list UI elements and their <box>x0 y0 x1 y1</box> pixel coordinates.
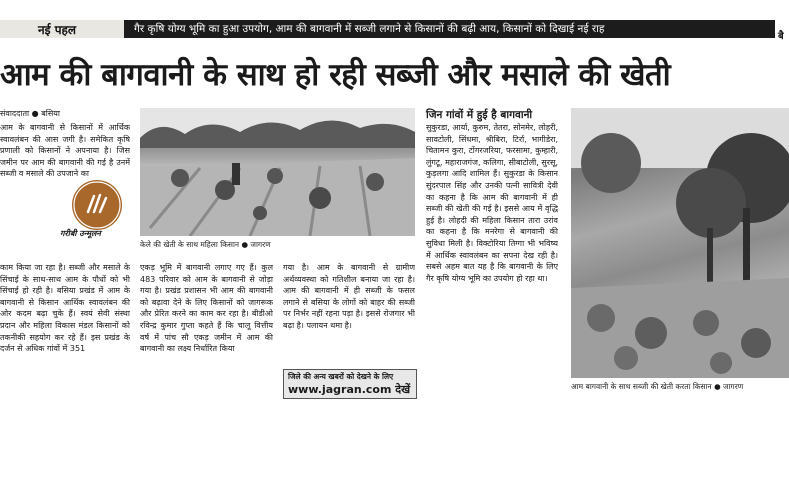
promo-line-2: www.jagran.com देखें <box>288 383 411 396</box>
photo-banana-farming <box>140 108 415 236</box>
promo-line-1: जिले की अन्य खबरों को देखने के लिए <box>288 372 394 381</box>
hand-icon <box>72 180 122 230</box>
headline: आम की बागवानी के साथ हो रही सब्जी और मसाले की खेती <box>0 57 671 93</box>
column-2: एकड़ भूमि में बागवानी लगाए गए हैं। कुल 483 परिवार को आम के बागवानी से जोड़ा गया है। प्रखंड प्रशासन भी आम की बागवानी को बढ़ावा देने के लिए किसानों को जागरूक और प्रेरित करने का काम कर रहा है। बीडीओ रविन्द्र कुमार गुप्ता कहते हैं कि चालू वित्तीय वर्ष में पांच सौ एकड़ जमीन में आम की बागवानी का लक्ष्य निर्धारित किया <box>140 263 273 354</box>
logo-caption: गरीबी उन्मूलन <box>60 229 101 238</box>
photo2-caption: आम बागवानी के साथ सब्जी की खेती करता किसान ● जागरण <box>571 382 744 391</box>
column-1-bottom: काम किया जा रहा है। सब्जी और मसाले के सिंचाई के साथ-साथ आम के पौधों को भी सिंचाई हो रही है। बसिया प्रखंड में आम के बागवानी से किसान आर्थिक स्वावलंबन की ओर कदम बढ़ा चुके हैं। स्वयं सेवी संस्था प्रदान और महिला विकास मंडल किसानों को तकनीकी सहयोग कर रहे हैं। इस प्रखंड के दर्जन से अधिक गांवों में 351 <box>0 263 130 354</box>
subhead-villages: जिन गांवों में हुई है बागवानी <box>426 109 533 121</box>
kicker-label <box>0 20 140 38</box>
photo1-caption: केले की खेती के साथ महिला किसान ● जागरण <box>140 240 271 249</box>
byline: संवाददाता ● बसिया <box>0 109 60 118</box>
orchard-photo-icon <box>571 108 789 378</box>
deck-strip: गैर कृषि योग्य भूमि का हुआ उपयोग, आम की बागवानी में सब्जी लगाने से किसानों की बढ़ी आय, किसानों को दिखाई नई राह <box>124 20 775 38</box>
column-4: सुकुरडा, आर्या, कुरुम, तेतरा, सोनमेर, लोहरी, सावटोली, सिंधमा, श्रीबिरा, टिर्रा, भागीडेरा, चितामन कुरा, टोंगरजरिया, फरसामा, कुम्हारी, लुंगटू, महाराजगंज, कलिगा, सीबाटोली, सुरसू, कुड़लगा आदि शामिल हैं। सुकुरडा के किसान सुंदरपाल सिंह और उनकी पत्नी सावित्री देवी का कहना है कि आम की बागवानी में ही सब्जी की खेती की गई है। इससे आय में वृद्धि हुई है। लोहदी की महिला किसान तारा उरांव का कहना है कि मनरेगा से बागवानी की सुविधा मिली है। विक्टोरिया तिग्गा भी भविष्य में आर्थिक स्वावलंबन का सपना देख रही है। सबसे अहम बात यह है कि बागवानी के लिए गैर कृषि योग्य भूमि का उपयोग हो रहा था। <box>426 123 558 283</box>
photo-mango-orchard <box>571 108 789 378</box>
column-1-top: आम के बागवानी से किसानों में आर्थिक स्वावलंबन की आस जगी है। समेकित कृषि प्रणाली को किसानों ने अपनाया है। जिस जमीन पर आम की बागवानी की गई है उनमें सब्जी व मसाले की उपजाने का <box>0 123 130 179</box>
column-1-wrap <box>0 186 58 258</box>
logo-emblem-icon <box>72 180 122 230</box>
field-photo-icon <box>140 108 415 236</box>
edge-glyph: बै <box>778 31 784 42</box>
promo-box <box>283 369 417 399</box>
column-3: गया है। आम के बागवानी से ग्रामीण अर्थव्यवस्था को गतिशील बनाया जा रहा है। आम की बागवानी में ही सब्जी के फसल लगाने से बसिया के लोगों को बाहर की सब्जी पर निर्भर नहीं रहना पड़ा है। इससे रोजगार भी बढ़ा है। पलायन थमा है। <box>283 263 415 330</box>
kicker-text: नई पहल <box>38 23 77 37</box>
